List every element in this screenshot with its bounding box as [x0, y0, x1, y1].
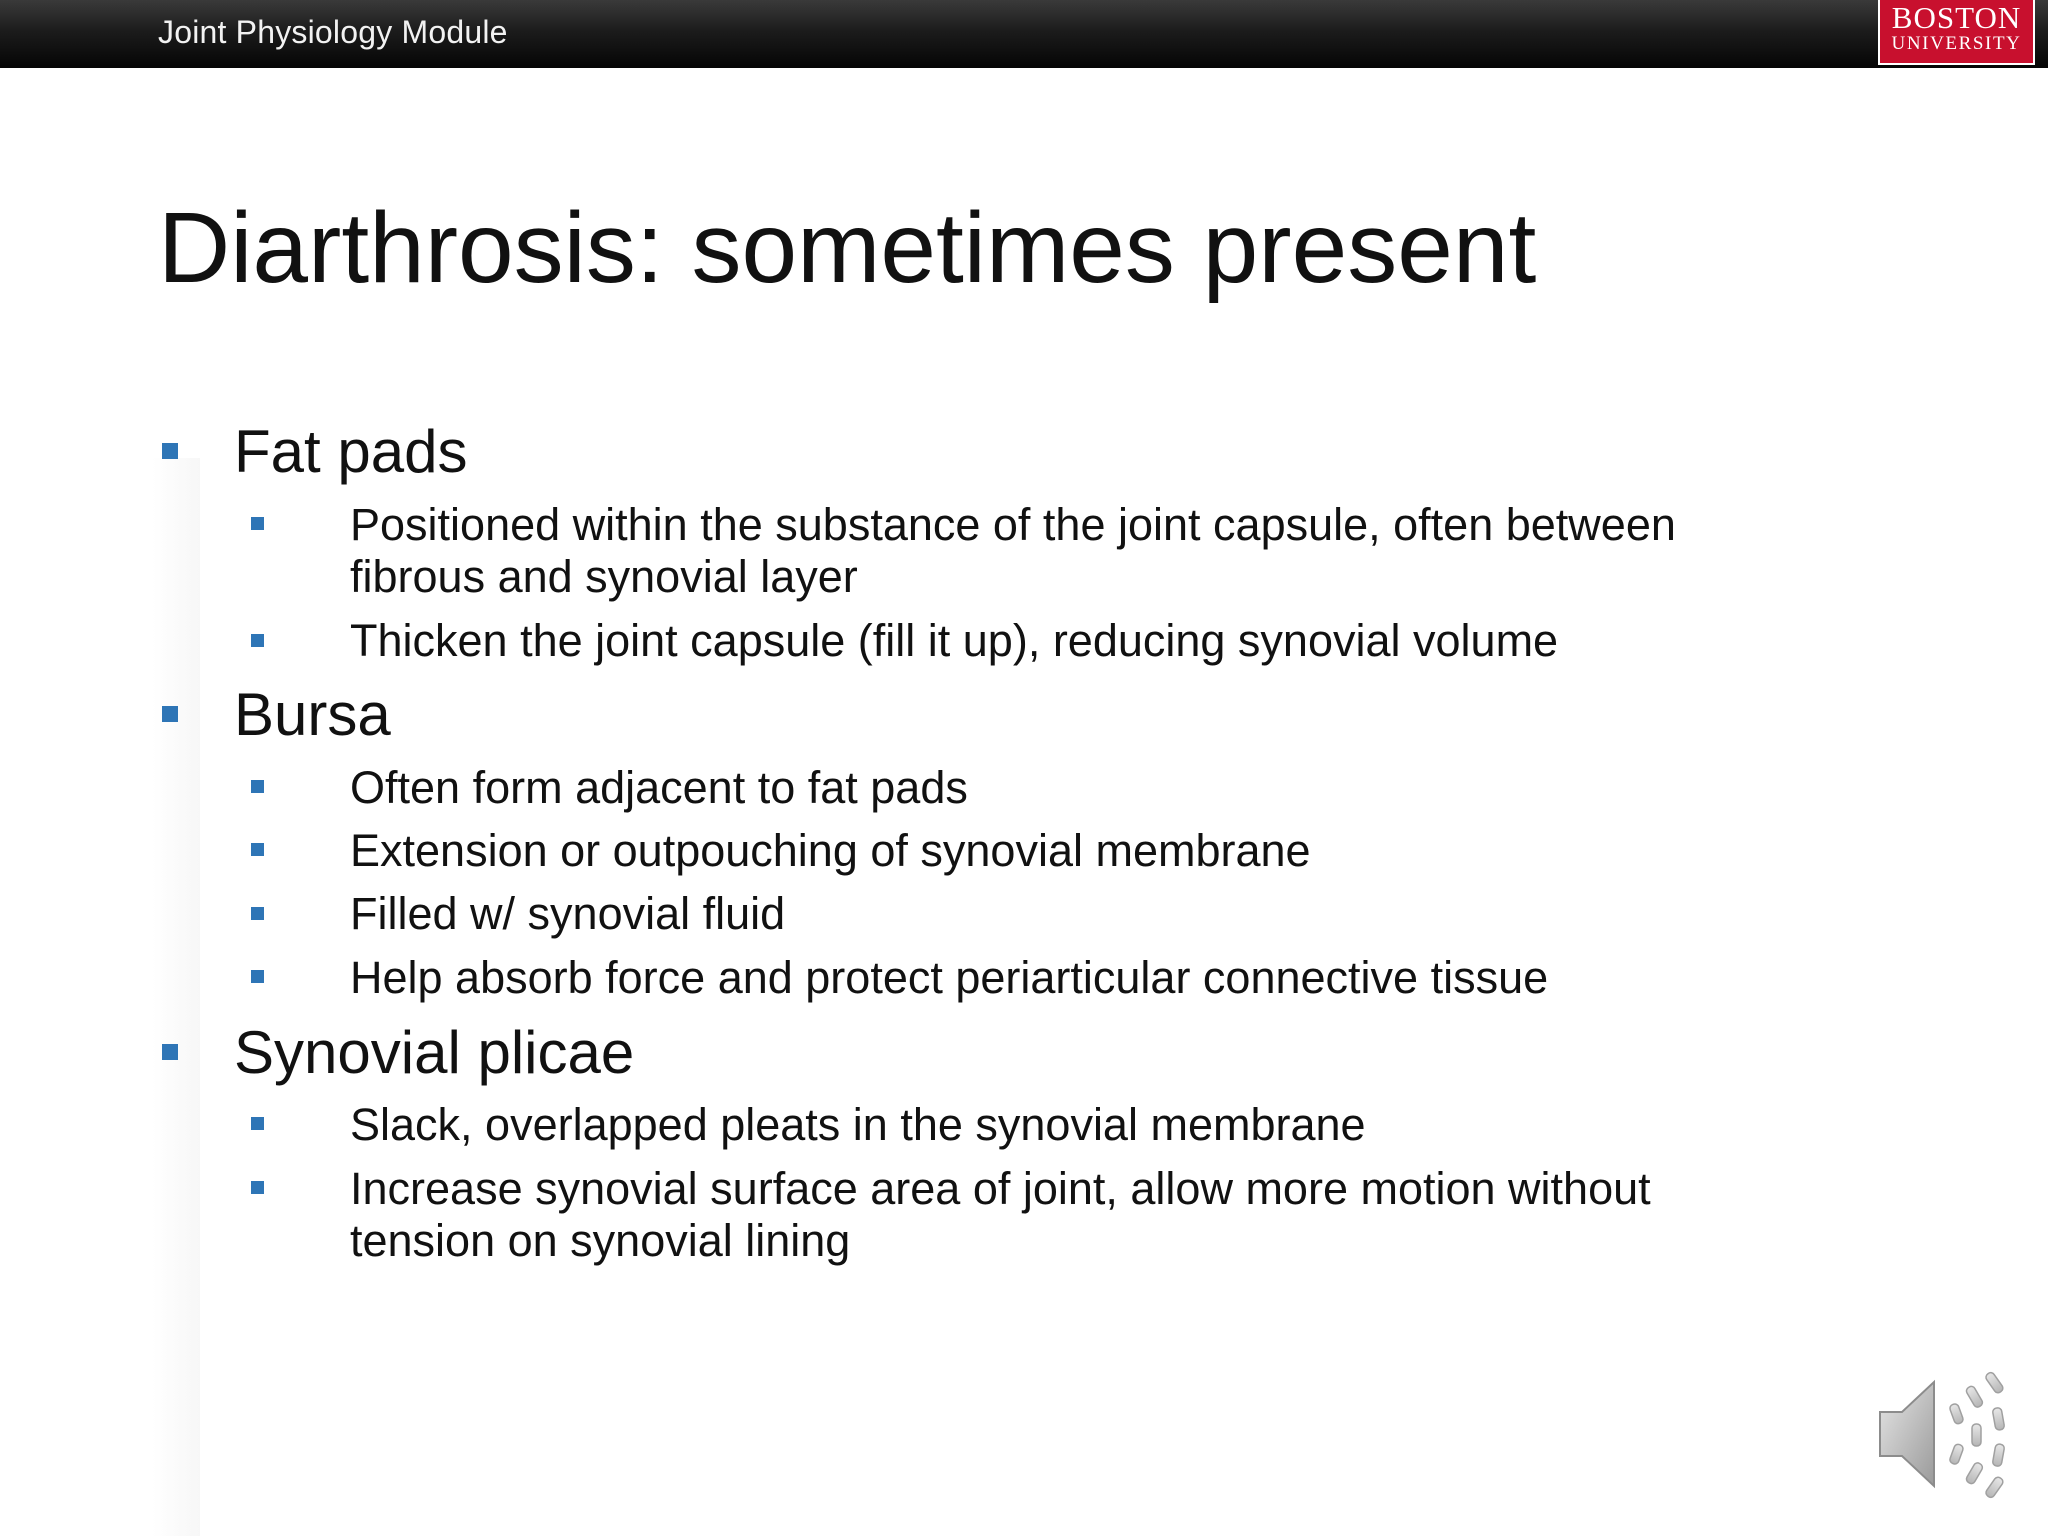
bullet-line: Positioned within the substance of the joint capsule, often between — [350, 499, 1676, 550]
module-title: Joint Physiology Module — [158, 14, 508, 50]
bullet-line: Slack, overlapped pleats in the synovial membrane — [350, 1099, 1366, 1150]
bullet-line: Often form adjacent to fat pads — [350, 762, 968, 813]
bullet-heading: Fat pads — [234, 418, 468, 485]
bullet-heading: Synovial plicae — [234, 1019, 635, 1086]
boston-university-logo — [1878, 0, 2035, 65]
speaker-icon[interactable] — [1872, 1364, 2018, 1504]
bullet-line: Help absorb force and protect periarticular connective tissue — [350, 952, 1549, 1003]
logo-line-boston: BOSTON — [1891, 0, 2022, 35]
bullet-square-icon — [162, 443, 178, 459]
bullet-line: Thicken the joint capsule (fill it up), reducing synovial volume — [350, 615, 1559, 666]
bullet-line: Filled w/ synovial fluid — [350, 888, 786, 939]
bullet-square-icon — [251, 517, 264, 530]
bullet-line: tension on synovial lining — [350, 1215, 851, 1266]
bullet-heading: Bursa — [234, 681, 391, 748]
bullet-square-icon — [251, 1181, 264, 1194]
bullet-square-icon — [251, 970, 264, 983]
bullet-line: Extension or outpouching of synovial membrane — [350, 825, 1311, 876]
bullet-square-icon — [251, 907, 264, 920]
content-panel-shade — [152, 458, 200, 1536]
slide-title: Diarthrosis: sometimes present — [158, 192, 1537, 304]
bullet-square-icon — [251, 1117, 264, 1130]
header-bar — [0, 0, 2048, 68]
logo-line-university: UNIVERSITY — [1891, 33, 2022, 54]
bullet-square-icon — [251, 780, 264, 793]
bullet-square-icon — [251, 634, 264, 647]
bullet-line: fibrous and synovial layer — [350, 551, 858, 602]
bullet-square-icon — [251, 843, 264, 856]
bullet-line: Increase synovial surface area of joint, allow more motion without — [350, 1163, 1651, 1214]
